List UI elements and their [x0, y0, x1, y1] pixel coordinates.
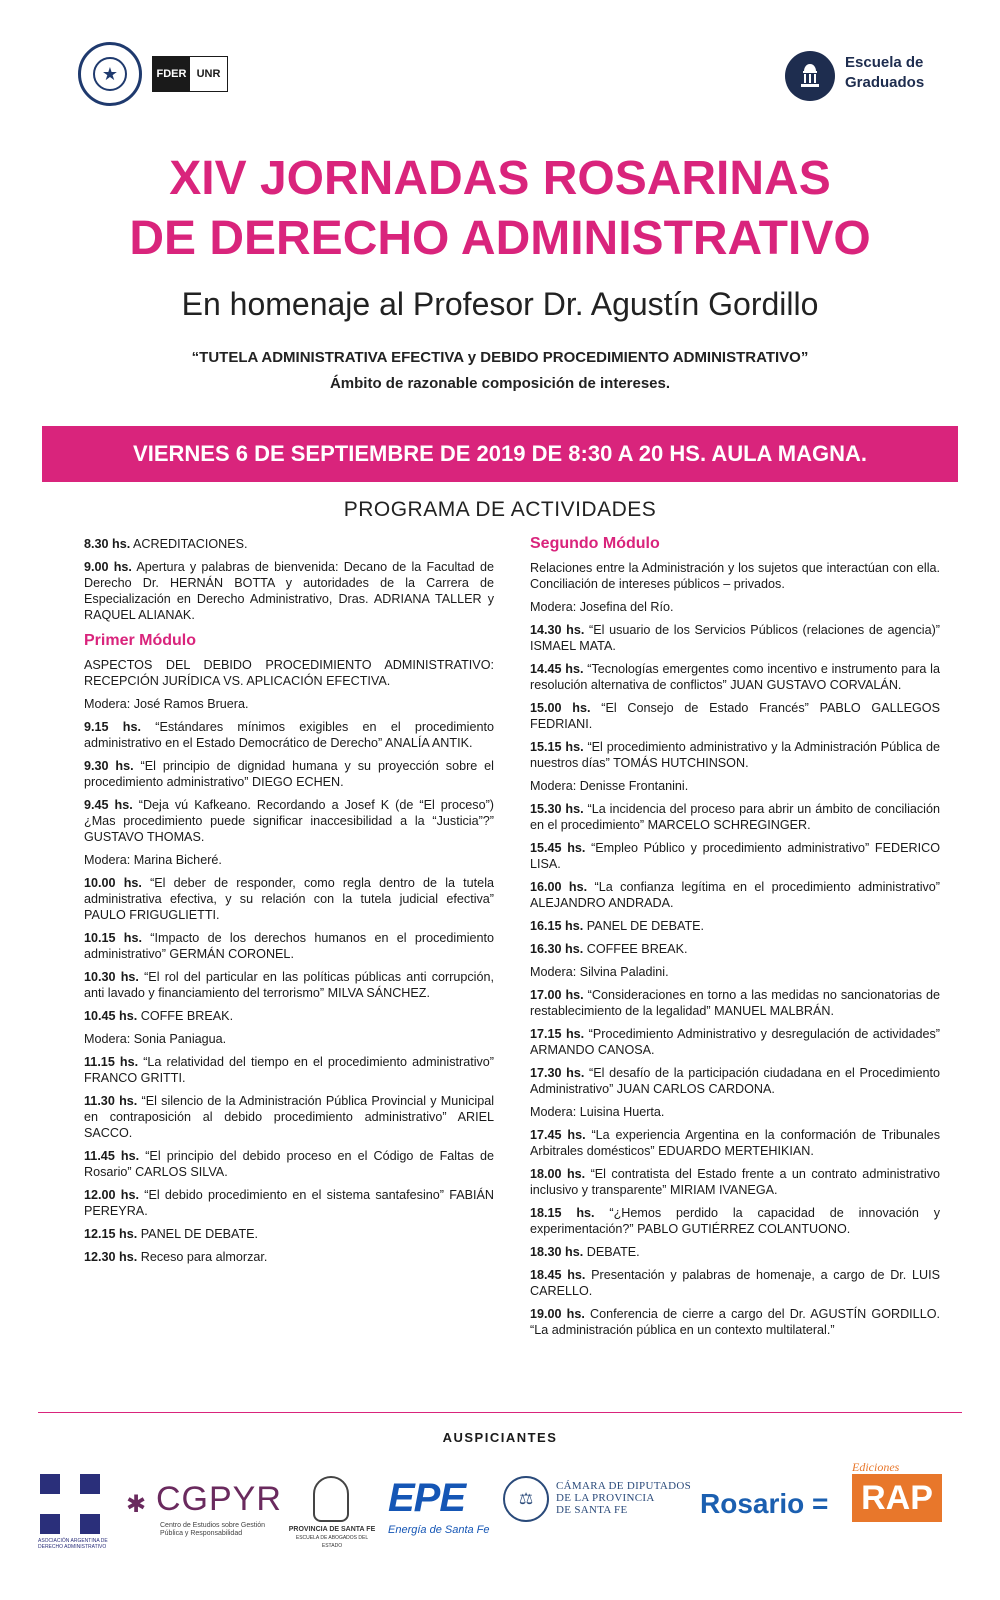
schedule-time: 17.30 hs.: [530, 1066, 585, 1080]
schedule-time: 9.30 hs.: [84, 759, 134, 773]
schedule-item: [530, 987, 940, 1019]
schedule-item: [84, 852, 494, 868]
camara-line-2: DE LA PROVINCIA: [556, 1492, 655, 1504]
schedule-item: [84, 1093, 494, 1141]
schedule-item: [530, 1104, 940, 1120]
rap-logo: [852, 1474, 942, 1522]
schedule-description: “Empleo Público y procedimiento administrativo” FEDERICO LISA.: [530, 841, 940, 871]
rosario-logo: Rosario =: [700, 1488, 829, 1519]
theme-subline: Ámbito de razonable composición de intereses.: [329, 375, 671, 392]
theme-line: “TUTELA ADMINISTRATIVA EFECTIVA y DEBIDO PROCEDIMIENTO ADMINISTRATIVO”: [191, 349, 809, 366]
santa-fe-seal-icon: [313, 1476, 349, 1522]
schedule-description: “El principio de dignidad humana y su proyección sobre el procedimiento administrativo” DIEGO ECHEN.: [84, 759, 494, 789]
schedule-time: 17.15 hs.: [530, 1027, 585, 1041]
schedule-time: 8.30 hs.: [84, 537, 131, 551]
camara-line-3: DE SANTA FE: [556, 1504, 628, 1516]
schedule-item: [530, 879, 940, 911]
rap-text: RAP: [861, 1478, 933, 1517]
date-banner-text: VIERNES 6 DE SEPTIEMBRE DE 2019 DE 8:30 A 20 HS. AULA MAGNA.: [133, 441, 867, 466]
schedule-description: “El deber de responder, como regla dentro de la tutela administrativa efectiva, y su relación con la tutela judicial efectiva” PAULO FRIGUGLIETTI.: [84, 876, 494, 922]
schedule-time: 12.00 hs.: [84, 1188, 139, 1202]
schedule-time: 16.15 hs.: [530, 919, 584, 933]
torch-icon: ★: [93, 57, 127, 91]
schedule-time: 12.15 hs.: [84, 1227, 138, 1241]
schedule-time: 12.30 hs.: [84, 1250, 138, 1264]
schedule-item: [530, 1205, 940, 1237]
schedule-description: Modera: Josefina del Río.: [530, 600, 674, 614]
fder-label: FDER: [153, 57, 190, 91]
auspiciantes-heading: AUSPICIANTES: [442, 1430, 558, 1445]
schedule-description: PANEL DE DEBATE.: [137, 1227, 259, 1241]
schedule-description: “Procedimiento Administrativo y desregulación de actividades” ARMANDO CANOSA.: [530, 1027, 940, 1057]
schedule-item: [530, 1065, 940, 1097]
schedule-description: Apertura y palabras de bienvenida: Decano de la Facultad de Derecho Dr. HERNÁN BOTTA y autoridades de la Carrera de Especialización en Derecho Administrativo, Dras. ADRIANA TALLER y RAQUEL ALIANAK.: [84, 560, 494, 622]
schedule-description: Relaciones entre la Administración y los sujetos que interactúan con ella. Conciliación de intereses públicos – privados.: [530, 561, 940, 591]
schedule-description: Receso para almorzar.: [137, 1250, 268, 1264]
schedule-item: [530, 1127, 940, 1159]
escuela-line: Escuela de: [845, 54, 924, 71]
rap-ediciones-label: Ediciones: [852, 1460, 900, 1474]
schedule-description: “El procedimiento administrativo y la Administración Pública de nuestros días” TOMÁS HUTCHINSON.: [530, 740, 940, 770]
cgpyr-mark-icon: ✱: [126, 1491, 147, 1518]
schedule-time: 11.45 hs.: [84, 1149, 140, 1163]
schedule-description: “El usuario de los Servicios Públicos (relaciones de agencia)” ISMAEL MATA.: [530, 623, 941, 653]
schedule-item: [530, 599, 940, 615]
schedule-item: [530, 778, 940, 794]
schedule-description: “La incidencia del proceso para abrir un ámbito de conciliación en el procedimiento” MARCELO SCHREGINGER.: [530, 802, 940, 832]
schedule-description: Modera: José Ramos Bruera.: [84, 697, 249, 711]
date-banner: [42, 426, 958, 482]
schedule-item: [84, 930, 494, 962]
schedule-item: [530, 739, 940, 771]
schedule-item: [84, 1008, 494, 1024]
schedule-item: [84, 758, 494, 790]
unr-seal-logo: [78, 42, 142, 106]
schedule-item: [84, 1148, 494, 1180]
schedule-description: “El principio del debido proceso en el Código de Faltas de Rosario” CARLOS SILVA.: [84, 1149, 494, 1179]
schedule-description: Modera: Marina Bicheré.: [84, 853, 222, 867]
subtitle: En homenaje al Profesor Dr. Agustín Gordillo: [181, 286, 819, 322]
schedule-item: [530, 622, 940, 654]
graduados-line: Graduados: [845, 74, 925, 91]
schedule-time: 15.45 hs.: [530, 841, 586, 855]
left-column: [84, 536, 494, 1272]
schedule-description: “¿Hemos perdido la capacidad de innovación y experimentación?” PABLO GUTIÉRREZ COLANTUONO.: [530, 1206, 940, 1236]
schedule-description: Presentación y palabras de homenaje, a cargo de Dr. LUIS CARELLO.: [530, 1268, 940, 1298]
schedule-item: [84, 969, 494, 1001]
schedule-item: [530, 801, 940, 833]
schedule-description: Modera: Luisina Huerta.: [530, 1105, 665, 1119]
schedule-description: “El Consejo de Estado Francés” PABLO GALLEGOS FEDRIANI.: [530, 701, 940, 731]
schedule-time: 15.15 hs.: [530, 740, 584, 754]
schedule-time: 17.00 hs.: [530, 988, 584, 1002]
cgpyr-subtitle: Centro de Estudios sobre Gestión Pública y Responsabilidad: [160, 1522, 266, 1537]
epe-subtitle: Energía de Santa Fe: [388, 1524, 490, 1536]
escuela-graduados-label: [845, 53, 924, 93]
schedule-item: [84, 1031, 494, 1047]
schedule-description: “La relatividad del tiempo en el procedimiento administrativo” FRANCO GRITTI.: [84, 1055, 494, 1085]
santa-fe-title: PROVINCIA DE SANTA FE: [288, 1526, 376, 1533]
schedule-item: [84, 696, 494, 712]
schedule-time: 10.30 hs.: [84, 970, 139, 984]
schedule-time: 16.30 hs.: [530, 942, 584, 956]
camara-label: [556, 1480, 691, 1516]
schedule-description: “Deja vú Kafkeano. Recordando a Josef K (de “El proceso”) ¿Mas procedimiento puede significar inaccesibilidad a la “Justicia”?” GUSTAVO THOMAS.: [84, 798, 494, 844]
schedule-item: [530, 840, 940, 872]
schedule-time: 11.15 hs.: [84, 1055, 139, 1069]
schedule-time: 14.45 hs.: [530, 662, 584, 676]
schedule-time: 18.00 hs.: [530, 1167, 586, 1181]
schedule-item: [530, 560, 940, 592]
schedule-description: “La experiencia Argentina en la conformación de Tribunales Arbitrales domésticos” EDUARDO MERTEHIKIAN.: [530, 1128, 940, 1158]
schedule-item: [530, 1267, 940, 1299]
schedule-description: Modera: Sonia Paniagua.: [84, 1032, 227, 1046]
schedule-description: “Estándares mínimos exigibles en el procedimiento administrativo en el Estado Democrático de Derecho” ANALÍA ANTIK.: [84, 720, 494, 750]
schedule-description: “El debido procedimiento en el sistema santafesino” FABIÁN PEREYRA.: [84, 1188, 494, 1218]
camara-seal-icon: ⚖: [503, 1476, 549, 1522]
schedule-item: [530, 1244, 940, 1260]
schedule-item: [530, 918, 940, 934]
schedule-description: “El silencio de la Administración Pública Provincial y Municipal en contraposición al debido procedimiento administrativo” ARIEL SACCO.: [84, 1094, 494, 1140]
schedule-item: [530, 1026, 940, 1058]
schedule-item: [84, 719, 494, 751]
schedule-description: “La confianza legítima en el procedimiento administrativo” ALEJANDRO ANDRADA.: [530, 880, 940, 910]
schedule-item: [84, 1054, 494, 1086]
schedule-item: [530, 941, 940, 957]
module-title: Segundo Módulo: [530, 535, 660, 552]
schedule-time: 18.15 hs.: [530, 1206, 595, 1220]
schedule-time: 9.15 hs.: [84, 720, 141, 734]
schedule-item: [84, 536, 494, 552]
schedule-item: [84, 875, 494, 923]
programa-heading: PROGRAMA DE ACTIVIDADES: [343, 498, 657, 521]
schedule-description: ASPECTOS DEL DEBIDO PROCEDIMIENTO ADMINISTRATIVO: RECEPCIÓN JURÍDICA VS. APLICACIÓN EFECTIVA.: [84, 658, 494, 688]
schedule-time: 15.30 hs.: [530, 802, 584, 816]
schedule-description: Conferencia de cierre a cargo del Dr. AGUSTÍN GORDILLO. “La administración pública en un contexto multilateral.”: [530, 1307, 940, 1337]
schedule-item: [530, 964, 940, 980]
aada-logo: [40, 1474, 100, 1534]
schedule-time: 18.30 hs.: [530, 1245, 584, 1259]
schedule-time: 14.30 hs.: [530, 623, 585, 637]
schedule-description: “El rol del particular en las políticas públicas anti corrupción, anti lavado y financiamiento del terrorismo” MILVA SÁNCHEZ.: [84, 970, 494, 1000]
schedule-description: Modera: Silvina Paladini.: [530, 965, 669, 979]
schedule-time: 9.00 hs.: [84, 560, 132, 574]
santa-fe-label: [287, 1526, 377, 1550]
schedule-description: Modera: Denisse Frontanini.: [530, 779, 689, 793]
schedule-time: 10.15 hs.: [84, 931, 143, 945]
schedule-time: 18.45 hs.: [530, 1268, 586, 1282]
schedule-time: 16.00 hs.: [530, 880, 588, 894]
schedule-item: [530, 1166, 940, 1198]
schedule-item: [84, 559, 494, 623]
schedule-item: [84, 1249, 494, 1265]
schedule-time: 11.30 hs.: [84, 1094, 138, 1108]
schedule-item: [530, 700, 940, 732]
main-title-line-1: XIV JORNADAS ROSARINAS: [169, 152, 831, 205]
schedule-description: COFFEE BREAK.: [583, 942, 688, 956]
schedule-description: COFFE BREAK.: [137, 1009, 234, 1023]
cgpyr-logo: CGPYR: [156, 1480, 282, 1518]
schedule-item: [84, 1226, 494, 1242]
module-title: Primer Módulo: [84, 632, 197, 649]
schedule-item: [530, 1306, 940, 1338]
schedule-description: “El desafío de la participación ciudadana en el Procedimiento Administrativo” JUAN CARLOS CARDONA.: [530, 1066, 940, 1096]
schedule-description: PANEL DE DEBATE.: [583, 919, 705, 933]
schedule-time: 10.00 hs.: [84, 876, 142, 890]
schedule-item: [84, 657, 494, 689]
schedule-time: 17.45 hs.: [530, 1128, 586, 1142]
santa-fe-subtitle: ESCUELA DE ABOGADOS DEL ESTADO: [295, 1535, 369, 1549]
schedule-item: [530, 661, 940, 693]
aada-label: ASOCIACIÓN ARGENTINA DE DERECHO ADMINISTRATIVO: [38, 1538, 108, 1550]
right-column: [530, 536, 940, 1345]
schedule-description: “Tecnologías emergentes como incentivo e instrumento para la resolución alternativa de conflictos” JUAN GUSTAVO CORVALÁN.: [530, 662, 940, 692]
schedule-description: DEBATE.: [583, 1245, 640, 1259]
fder-unr-logo: [152, 56, 228, 92]
schedule-item: [84, 1187, 494, 1219]
schedule-item: [84, 797, 494, 845]
footer-divider: [38, 1412, 962, 1413]
schedule-time: 19.00 hs.: [530, 1307, 585, 1321]
schedule-description: “Impacto de los derechos humanos en el procedimiento administrativo” GERMÁN CORONEL.: [84, 931, 494, 961]
escuela-graduados-icon: [785, 51, 835, 101]
main-title-line-2: DE DERECHO ADMINISTRATIVO: [129, 212, 871, 265]
unr-label: UNR: [196, 68, 221, 80]
camara-line-1: CÁMARA DE DIPUTADOS: [556, 1480, 691, 1492]
schedule-time: 10.45 hs.: [84, 1009, 138, 1023]
epe-logo: EPE: [388, 1476, 466, 1520]
schedule-description: ACREDITACIONES.: [130, 537, 248, 551]
schedule-description: “Consideraciones en torno a las medidas no sancionatorias de restablecimiento de la legalidad” MANUEL MALBRÁN.: [530, 988, 940, 1018]
schedule-time: 9.45 hs.: [84, 798, 133, 812]
schedule-time: 15.00 hs.: [530, 701, 591, 715]
schedule-description: “El contratista del Estado frente a un contrato administrativo inclusivo y transparente” MIRIAM IVANEGA.: [530, 1167, 940, 1197]
